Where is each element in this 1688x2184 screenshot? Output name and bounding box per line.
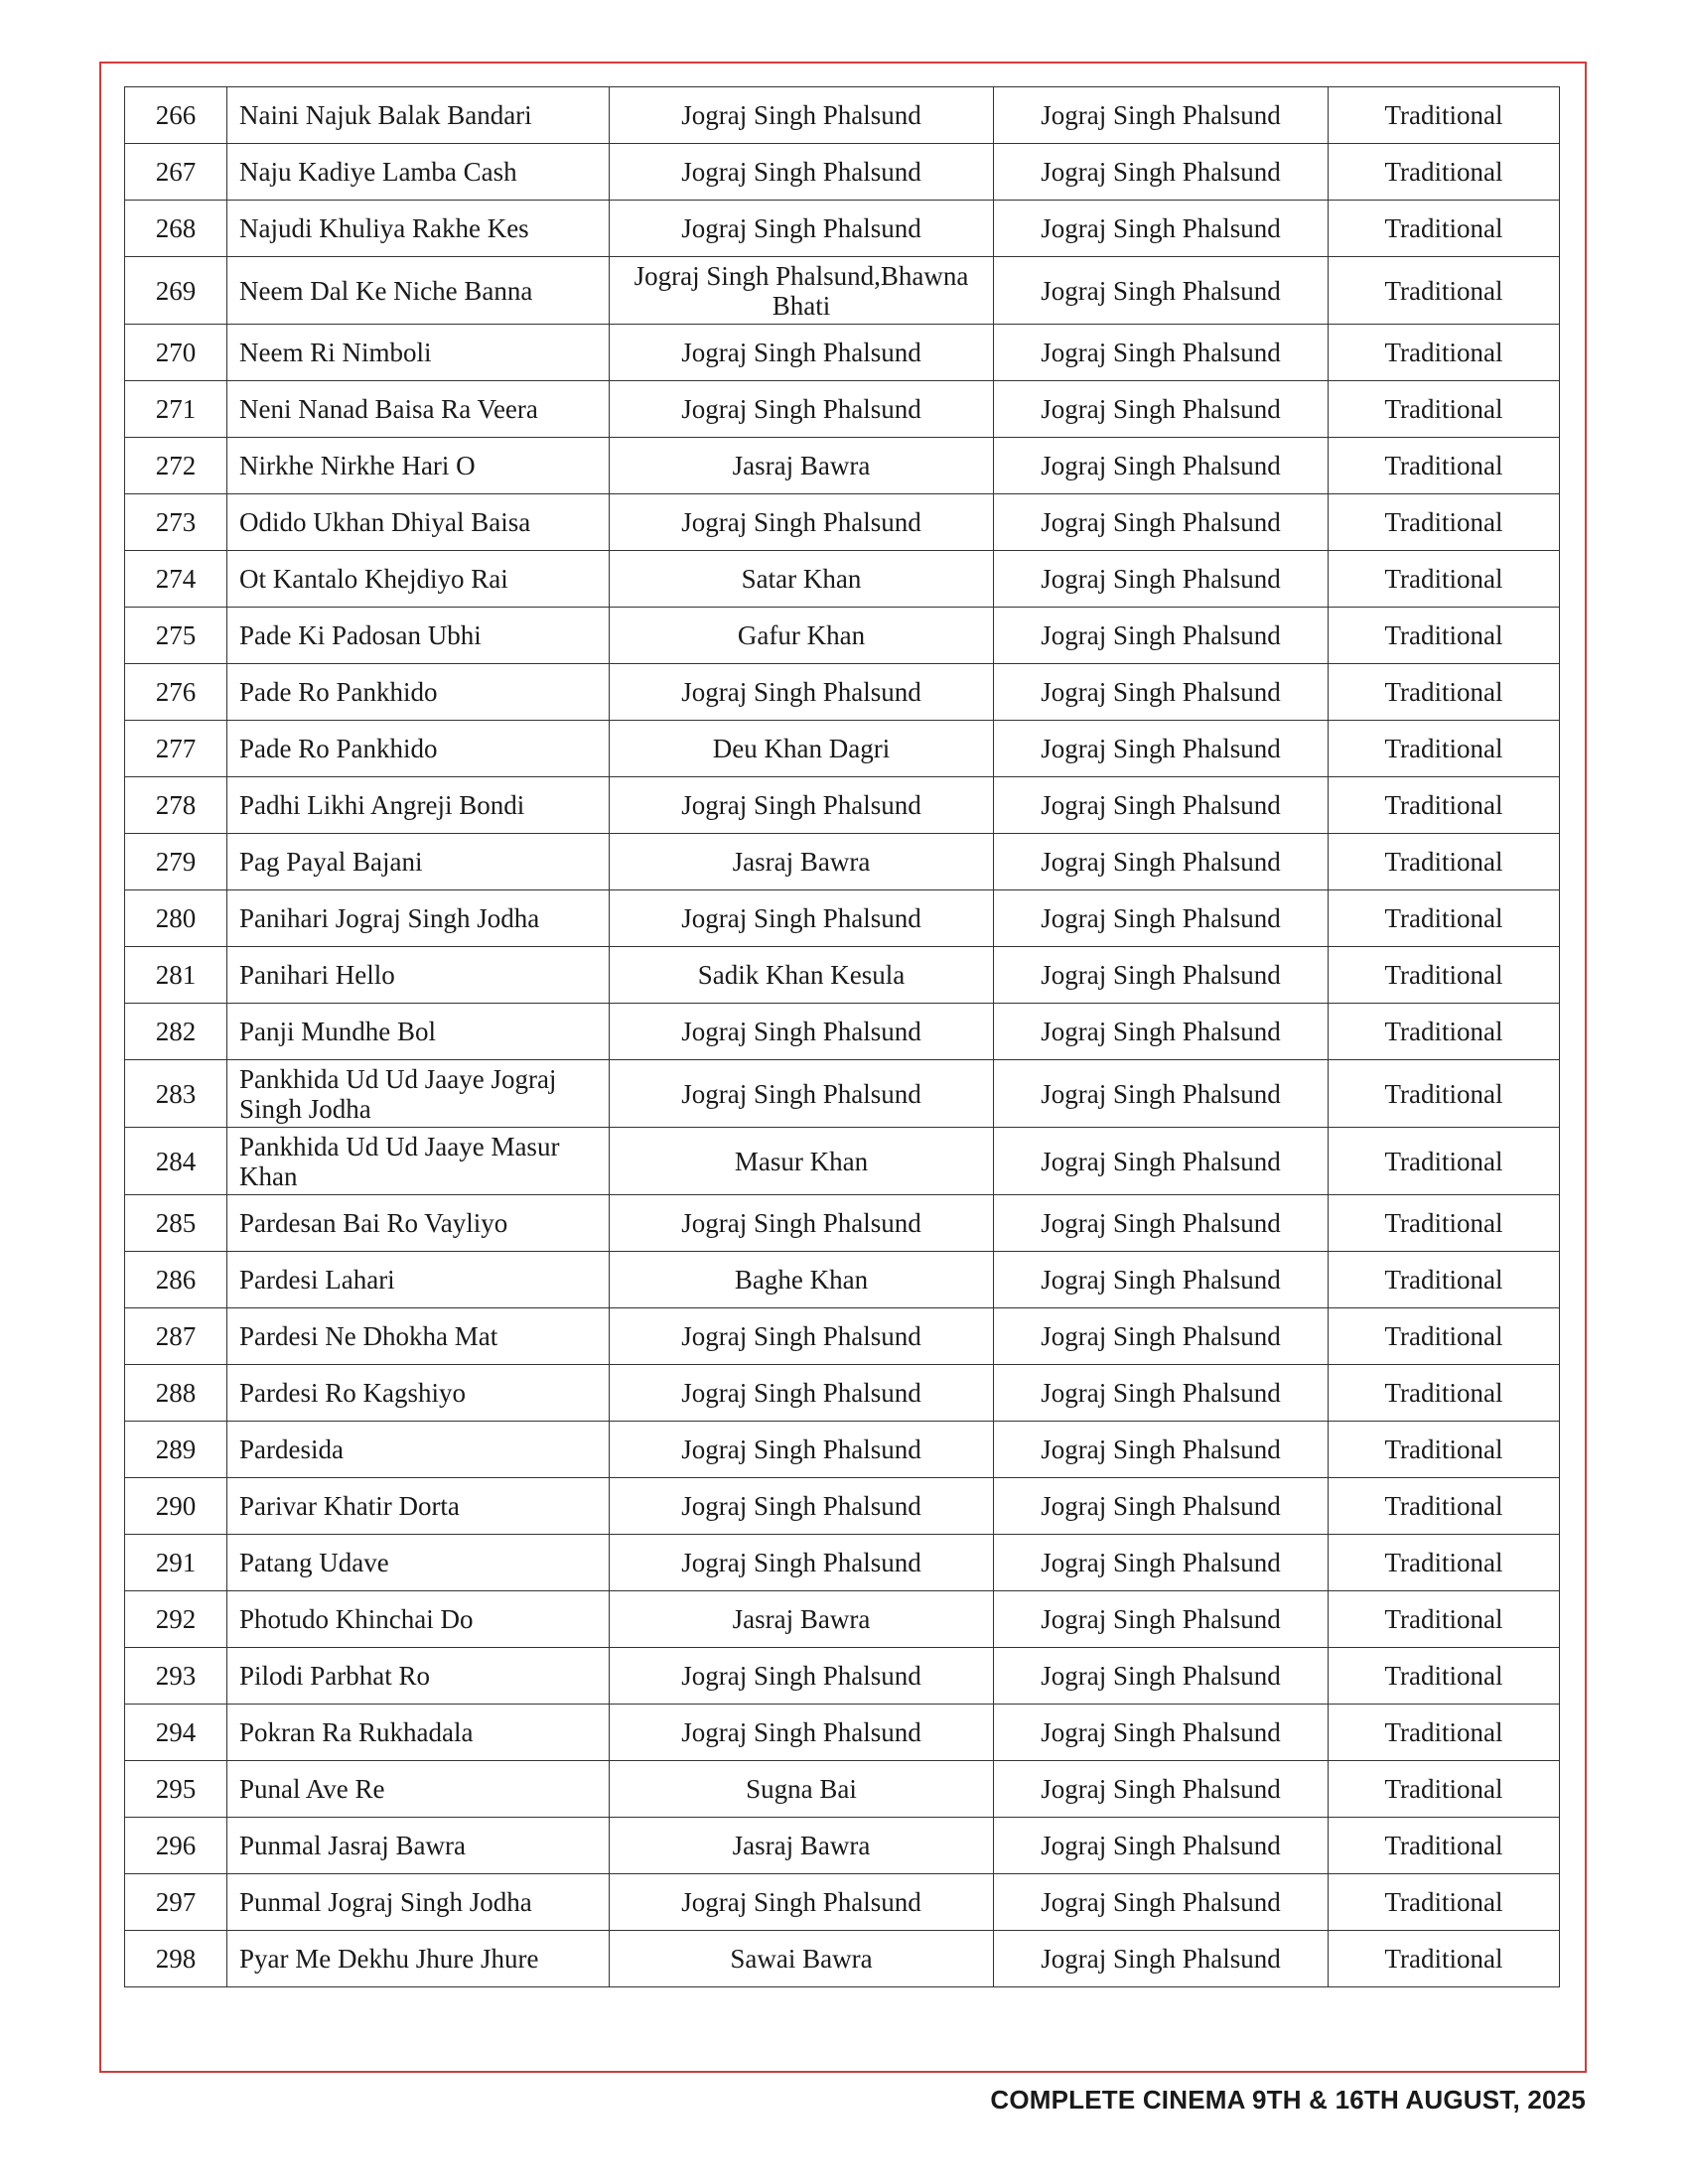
table-row <box>125 947 1560 1004</box>
table-row <box>125 1648 1560 1705</box>
singer-name: Jograj Singh Phalsund <box>610 1060 994 1128</box>
singer-name: Jograj Singh Phalsund <box>610 1874 994 1931</box>
lyrics-type: Traditional <box>1329 1422 1560 1478</box>
row-number: 274 <box>125 551 227 608</box>
lyrics-type: Traditional <box>1329 438 1560 494</box>
table-row <box>125 257 1560 325</box>
music-director: Jograj Singh Phalsund <box>994 144 1329 201</box>
table-row <box>125 1705 1560 1761</box>
lyrics-type: Traditional <box>1329 257 1560 325</box>
singer-name: Jograj Singh Phalsund <box>610 87 994 144</box>
row-number: 266 <box>125 87 227 144</box>
lyrics-type: Traditional <box>1329 1060 1560 1128</box>
singer-name: Sawai Bawra <box>610 1931 994 1987</box>
table-row <box>125 1818 1560 1874</box>
row-number: 293 <box>125 1648 227 1705</box>
song-title: Pyar Me Dekhu Jhure Jhure <box>227 1931 610 1987</box>
singer-name: Jograj Singh Phalsund <box>610 325 994 381</box>
lyrics-type: Traditional <box>1329 201 1560 257</box>
music-director: Jograj Singh Phalsund <box>994 381 1329 438</box>
music-director: Jograj Singh Phalsund <box>994 890 1329 947</box>
song-title: Pade Ro Pankhido <box>227 721 610 777</box>
song-title: Odido Ukhan Dhiyal Baisa <box>227 494 610 551</box>
row-number: 298 <box>125 1931 227 1987</box>
music-director: Jograj Singh Phalsund <box>994 1422 1329 1478</box>
music-director: Jograj Singh Phalsund <box>994 1818 1329 1874</box>
lyrics-type: Traditional <box>1329 1648 1560 1705</box>
music-director: Jograj Singh Phalsund <box>994 1308 1329 1365</box>
lyrics-type: Traditional <box>1329 144 1560 201</box>
table-row <box>125 381 1560 438</box>
lyrics-type: Traditional <box>1329 947 1560 1004</box>
music-director: Jograj Singh Phalsund <box>994 1591 1329 1648</box>
table-row <box>125 1128 1560 1195</box>
lyrics-type: Traditional <box>1329 1478 1560 1535</box>
singer-name: Jograj Singh Phalsund <box>610 664 994 721</box>
table-row <box>125 438 1560 494</box>
lyrics-type: Traditional <box>1329 381 1560 438</box>
song-title: Pardesi Lahari <box>227 1252 610 1308</box>
row-number: 268 <box>125 201 227 257</box>
song-title: Pade Ro Pankhido <box>227 664 610 721</box>
lyrics-type: Traditional <box>1329 1365 1560 1422</box>
singer-name: Jograj Singh Phalsund <box>610 1705 994 1761</box>
row-number: 296 <box>125 1818 227 1874</box>
lyrics-type: Traditional <box>1329 608 1560 664</box>
table-row <box>125 608 1560 664</box>
song-title: Pardesi Ne Dhokha Mat <box>227 1308 610 1365</box>
lyrics-type: Traditional <box>1329 1931 1560 1987</box>
row-number: 278 <box>125 777 227 834</box>
song-table <box>124 86 1560 1987</box>
table-row <box>125 201 1560 257</box>
song-title: Najudi Khuliya Rakhe Kes <box>227 201 610 257</box>
table-row <box>125 1591 1560 1648</box>
table-row <box>125 664 1560 721</box>
music-director: Jograj Singh Phalsund <box>994 438 1329 494</box>
row-number: 287 <box>125 1308 227 1365</box>
table-row <box>125 890 1560 947</box>
music-director: Jograj Singh Phalsund <box>994 1128 1329 1195</box>
music-director: Jograj Singh Phalsund <box>994 1252 1329 1308</box>
song-title: Ot Kantalo Khejdiyo Rai <box>227 551 610 608</box>
singer-name: Deu Khan Dagri <box>610 721 994 777</box>
lyrics-type: Traditional <box>1329 87 1560 144</box>
music-director: Jograj Singh Phalsund <box>994 1535 1329 1591</box>
row-number: 288 <box>125 1365 227 1422</box>
row-number: 275 <box>125 608 227 664</box>
table-row <box>125 325 1560 381</box>
singer-name: Jograj Singh Phalsund <box>610 1422 994 1478</box>
singer-name: Jograj Singh Phalsund <box>610 1308 994 1365</box>
music-director: Jograj Singh Phalsund <box>994 1705 1329 1761</box>
lyrics-type: Traditional <box>1329 777 1560 834</box>
music-director: Jograj Singh Phalsund <box>994 551 1329 608</box>
singer-name: Baghe Khan <box>610 1252 994 1308</box>
row-number: 291 <box>125 1535 227 1591</box>
singer-name: Jograj Singh Phalsund <box>610 1004 994 1060</box>
singer-name: Jograj Singh Phalsund <box>610 1365 994 1422</box>
singer-name: Jograj Singh Phalsund <box>610 144 994 201</box>
music-director: Jograj Singh Phalsund <box>994 664 1329 721</box>
row-number: 267 <box>125 144 227 201</box>
row-number: 283 <box>125 1060 227 1128</box>
row-number: 290 <box>125 1478 227 1535</box>
table-row <box>125 721 1560 777</box>
singer-name: Jograj Singh Phalsund <box>610 381 994 438</box>
table-row <box>125 1365 1560 1422</box>
table-row <box>125 494 1560 551</box>
lyrics-type: Traditional <box>1329 325 1560 381</box>
song-title: Pag Payal Bajani <box>227 834 610 890</box>
table-row <box>125 1195 1560 1252</box>
singer-name: Jasraj Bawra <box>610 1591 994 1648</box>
song-title: Naju Kadiye Lamba Cash <box>227 144 610 201</box>
song-title: Panihari Hello <box>227 947 610 1004</box>
row-number: 269 <box>125 257 227 325</box>
lyrics-type: Traditional <box>1329 1818 1560 1874</box>
song-title: Pade Ki Padosan Ubhi <box>227 608 610 664</box>
lyrics-type: Traditional <box>1329 1761 1560 1818</box>
footer-text: COMPLETE CINEMA 9TH & 16TH AUGUST, 2025 <box>990 2085 1586 2115</box>
table-row <box>125 1004 1560 1060</box>
singer-name: Masur Khan <box>610 1128 994 1195</box>
song-title: Patang Udave <box>227 1535 610 1591</box>
row-number: 280 <box>125 890 227 947</box>
lyrics-type: Traditional <box>1329 834 1560 890</box>
lyrics-type: Traditional <box>1329 551 1560 608</box>
music-director: Jograj Singh Phalsund <box>994 1931 1329 1987</box>
music-director: Jograj Singh Phalsund <box>994 608 1329 664</box>
row-number: 272 <box>125 438 227 494</box>
row-number: 295 <box>125 1761 227 1818</box>
lyrics-type: Traditional <box>1329 1004 1560 1060</box>
music-director: Jograj Singh Phalsund <box>994 1060 1329 1128</box>
row-number: 284 <box>125 1128 227 1195</box>
song-title: Pilodi Parbhat Ro <box>227 1648 610 1705</box>
song-title: Pankhida Ud Ud Jaaye Masur Khan <box>227 1128 610 1195</box>
row-number: 282 <box>125 1004 227 1060</box>
song-table-body <box>125 87 1560 1987</box>
song-title: Neem Ri Nimboli <box>227 325 610 381</box>
song-title: Pankhida Ud Ud Jaaye Jograj Singh Jodha <box>227 1060 610 1128</box>
row-number: 271 <box>125 381 227 438</box>
singer-name: Jograj Singh Phalsund <box>610 494 994 551</box>
song-title: Parivar Khatir Dorta <box>227 1478 610 1535</box>
song-title: Panji Mundhe Bol <box>227 1004 610 1060</box>
singer-name: Sugna Bai <box>610 1761 994 1818</box>
table-row <box>125 87 1560 144</box>
row-number: 289 <box>125 1422 227 1478</box>
song-title: Pokran Ra Rukhadala <box>227 1705 610 1761</box>
song-title: Neni Nanad Baisa Ra Veera <box>227 381 610 438</box>
music-director: Jograj Singh Phalsund <box>994 1478 1329 1535</box>
singer-name: Jograj Singh Phalsund <box>610 1648 994 1705</box>
row-number: 270 <box>125 325 227 381</box>
row-number: 273 <box>125 494 227 551</box>
singer-name: Jograj Singh Phalsund <box>610 1478 994 1535</box>
music-director: Jograj Singh Phalsund <box>994 777 1329 834</box>
row-number: 292 <box>125 1591 227 1648</box>
singer-name: Jasraj Bawra <box>610 438 994 494</box>
lyrics-type: Traditional <box>1329 664 1560 721</box>
table-row <box>125 144 1560 201</box>
song-title: Punal Ave Re <box>227 1761 610 1818</box>
lyrics-type: Traditional <box>1329 1874 1560 1931</box>
song-title: Panihari Jograj Singh Jodha <box>227 890 610 947</box>
music-director: Jograj Singh Phalsund <box>994 1648 1329 1705</box>
table-row <box>125 1060 1560 1128</box>
song-title: Nirkhe Nirkhe Hari O <box>227 438 610 494</box>
singer-name: Jasraj Bawra <box>610 834 994 890</box>
music-director: Jograj Singh Phalsund <box>994 721 1329 777</box>
song-title: Neem Dal Ke Niche Banna <box>227 257 610 325</box>
singer-name: Satar Khan <box>610 551 994 608</box>
row-number: 279 <box>125 834 227 890</box>
lyrics-type: Traditional <box>1329 890 1560 947</box>
row-number: 277 <box>125 721 227 777</box>
music-director: Jograj Singh Phalsund <box>994 257 1329 325</box>
music-director: Jograj Singh Phalsund <box>994 201 1329 257</box>
lyrics-type: Traditional <box>1329 1535 1560 1591</box>
song-title: Pardesi Ro Kagshiyo <box>227 1365 610 1422</box>
song-title: Naini Najuk Balak Bandari <box>227 87 610 144</box>
singer-name: Jasraj Bawra <box>610 1818 994 1874</box>
lyrics-type: Traditional <box>1329 494 1560 551</box>
row-number: 285 <box>125 1195 227 1252</box>
song-title: Pardesan Bai Ro Vayliyo <box>227 1195 610 1252</box>
song-title: Photudo Khinchai Do <box>227 1591 610 1648</box>
table-row <box>125 1252 1560 1308</box>
song-title: Punmal Jograj Singh Jodha <box>227 1874 610 1931</box>
table-row <box>125 1308 1560 1365</box>
music-director: Jograj Singh Phalsund <box>994 947 1329 1004</box>
music-director: Jograj Singh Phalsund <box>994 1365 1329 1422</box>
singer-name: Jograj Singh Phalsund <box>610 777 994 834</box>
row-number: 281 <box>125 947 227 1004</box>
singer-name: Sadik Khan Kesula <box>610 947 994 1004</box>
lyrics-type: Traditional <box>1329 1252 1560 1308</box>
row-number: 297 <box>125 1874 227 1931</box>
lyrics-type: Traditional <box>1329 1128 1560 1195</box>
row-number: 294 <box>125 1705 227 1761</box>
music-director: Jograj Singh Phalsund <box>994 1874 1329 1931</box>
lyrics-type: Traditional <box>1329 721 1560 777</box>
table-row <box>125 1422 1560 1478</box>
singer-name: Gafur Khan <box>610 608 994 664</box>
table-row <box>125 1931 1560 1987</box>
song-title: Punmal Jasraj Bawra <box>227 1818 610 1874</box>
music-director: Jograj Singh Phalsund <box>994 1195 1329 1252</box>
lyrics-type: Traditional <box>1329 1591 1560 1648</box>
song-title: Pardesida <box>227 1422 610 1478</box>
table-row <box>125 1535 1560 1591</box>
singer-name: Jograj Singh Phalsund,Bhawna Bhati <box>610 257 994 325</box>
row-number: 276 <box>125 664 227 721</box>
lyrics-type: Traditional <box>1329 1705 1560 1761</box>
singer-name: Jograj Singh Phalsund <box>610 1535 994 1591</box>
song-title: Padhi Likhi Angreji Bondi <box>227 777 610 834</box>
row-number: 286 <box>125 1252 227 1308</box>
table-row <box>125 777 1560 834</box>
music-director: Jograj Singh Phalsund <box>994 834 1329 890</box>
singer-name: Jograj Singh Phalsund <box>610 1195 994 1252</box>
lyrics-type: Traditional <box>1329 1195 1560 1252</box>
music-director: Jograj Singh Phalsund <box>994 1004 1329 1060</box>
music-director: Jograj Singh Phalsund <box>994 325 1329 381</box>
music-director: Jograj Singh Phalsund <box>994 1761 1329 1818</box>
table-row <box>125 1874 1560 1931</box>
table-row <box>125 834 1560 890</box>
singer-name: Jograj Singh Phalsund <box>610 890 994 947</box>
singer-name: Jograj Singh Phalsund <box>610 201 994 257</box>
table-row <box>125 1478 1560 1535</box>
table-row <box>125 551 1560 608</box>
lyrics-type: Traditional <box>1329 1308 1560 1365</box>
music-director: Jograj Singh Phalsund <box>994 494 1329 551</box>
table-row <box>125 1761 1560 1818</box>
music-director: Jograj Singh Phalsund <box>994 87 1329 144</box>
